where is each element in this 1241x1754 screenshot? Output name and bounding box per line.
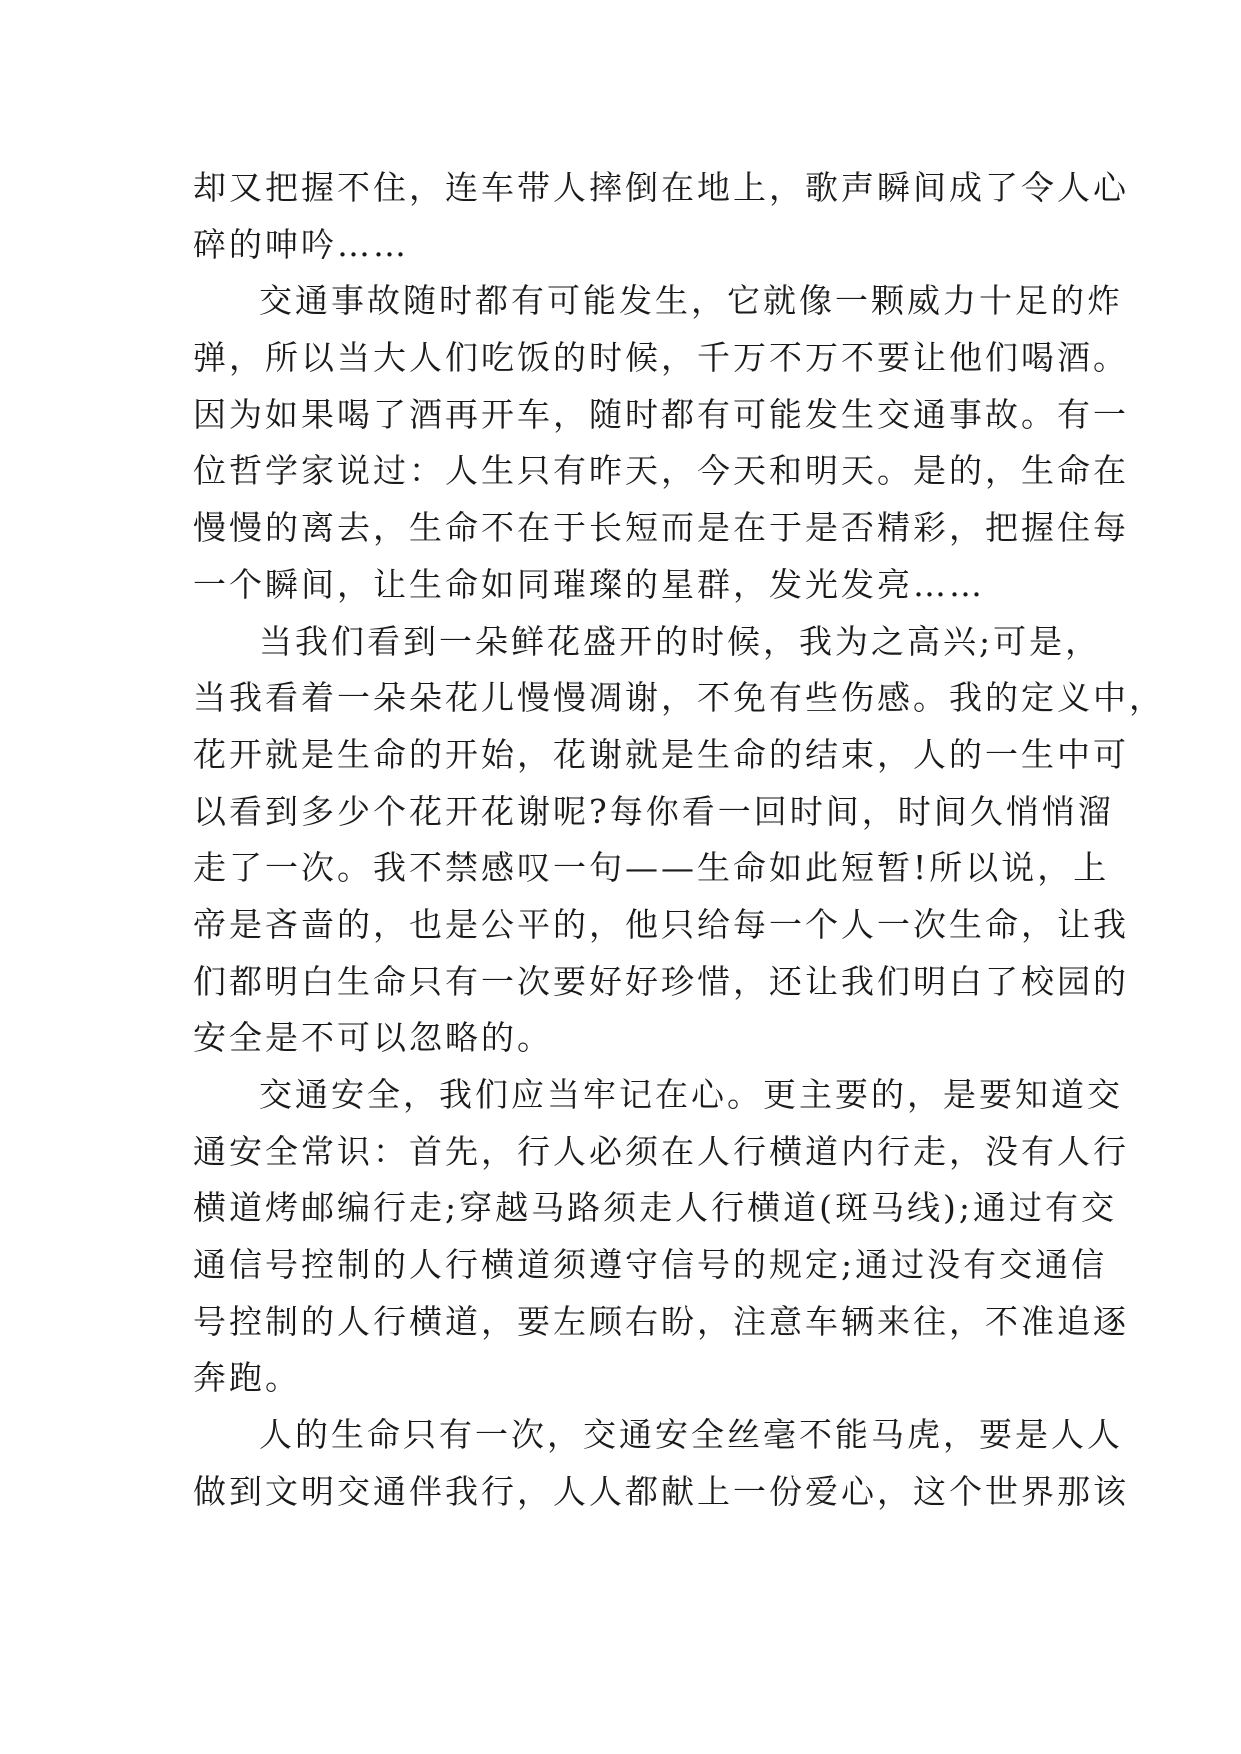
text-line: 因为如果喝了酒再开车，随时都有可能发生交通事故。有一 [193, 394, 1129, 434]
text-line: 却又把握不住，连车带人摔倒在地上，歌声瞬间成了令人心 [193, 168, 1129, 207]
text-line: 以看到多少个花开花谢呢?每你看一回时间，时间久悄悄溜 [193, 791, 1114, 831]
text-line: 帝是吝啬的，也是公平的，他只给每一个人一次生命，让我 [193, 904, 1129, 944]
text-line: 一个瞬间，让生命如同璀璨的星群，发光发亮…… [193, 564, 985, 604]
text-line: 们都明白生命只有一次要好好珍惜，还让我们明白了校园的 [193, 961, 1129, 1001]
text-line: 慢慢的离去，生命不在于长短而是在于是否精彩，把握住每 [193, 508, 1129, 548]
text-line: 碎的呻吟…… [193, 224, 409, 264]
paragraph-first-line: 交通事故随时都有可能发生，它就像一颗威力十足的炸 [259, 281, 1123, 321]
text-line: 奔跑。 [193, 1358, 301, 1398]
text-line: 当我看着一朵朵花儿慢慢凋谢，不免有些伤感。我的定义中， [193, 678, 1165, 718]
text-line: 通信号控制的人行横道须遵守信号的规定;通过没有交通信 [193, 1245, 1108, 1285]
text-line: 位哲学家说过：人生只有昨天，今天和明天。是的，生命在 [193, 451, 1129, 491]
paragraph-first-line: 当我们看到一朵鲜花盛开的时候，我为之高兴;可是， [259, 621, 1102, 661]
paragraph-first-line: 人的生命只有一次，交通安全丝毫不能马虎，要是人人 [259, 1415, 1123, 1455]
paragraph-first-line: 交通安全，我们应当牢记在心。更主要的，是要知道交 [259, 1075, 1123, 1114]
text-line: 弹，所以当大人们吃饭的时候，千万不万不要让他们喝酒。 [193, 338, 1129, 378]
text-line: 安全是不可以忽略的。 [193, 1018, 553, 1058]
body-text [193, 160, 1165, 1521]
text-line: 花开就是生命的开始，花谢就是生命的结束，人的一生中可 [193, 734, 1129, 774]
text-line: 做到文明交通伴我行，人人都献上一份爱心，这个世界那该 [193, 1471, 1129, 1511]
text-line: 号控制的人行横道，要左顾右盼，注意车辆来往，不准追逐 [193, 1301, 1129, 1341]
text-line: 横道烤邮编行走;穿越马路须走人行横道(斑马线);通过有交 [193, 1188, 1117, 1228]
text-line: 走了一次。我不禁感叹一句——生命如此短暂!所以说，上 [193, 848, 1110, 888]
text-line: 通安全常识：首先，行人必须在人行横道内行走，没有人行 [193, 1131, 1129, 1171]
